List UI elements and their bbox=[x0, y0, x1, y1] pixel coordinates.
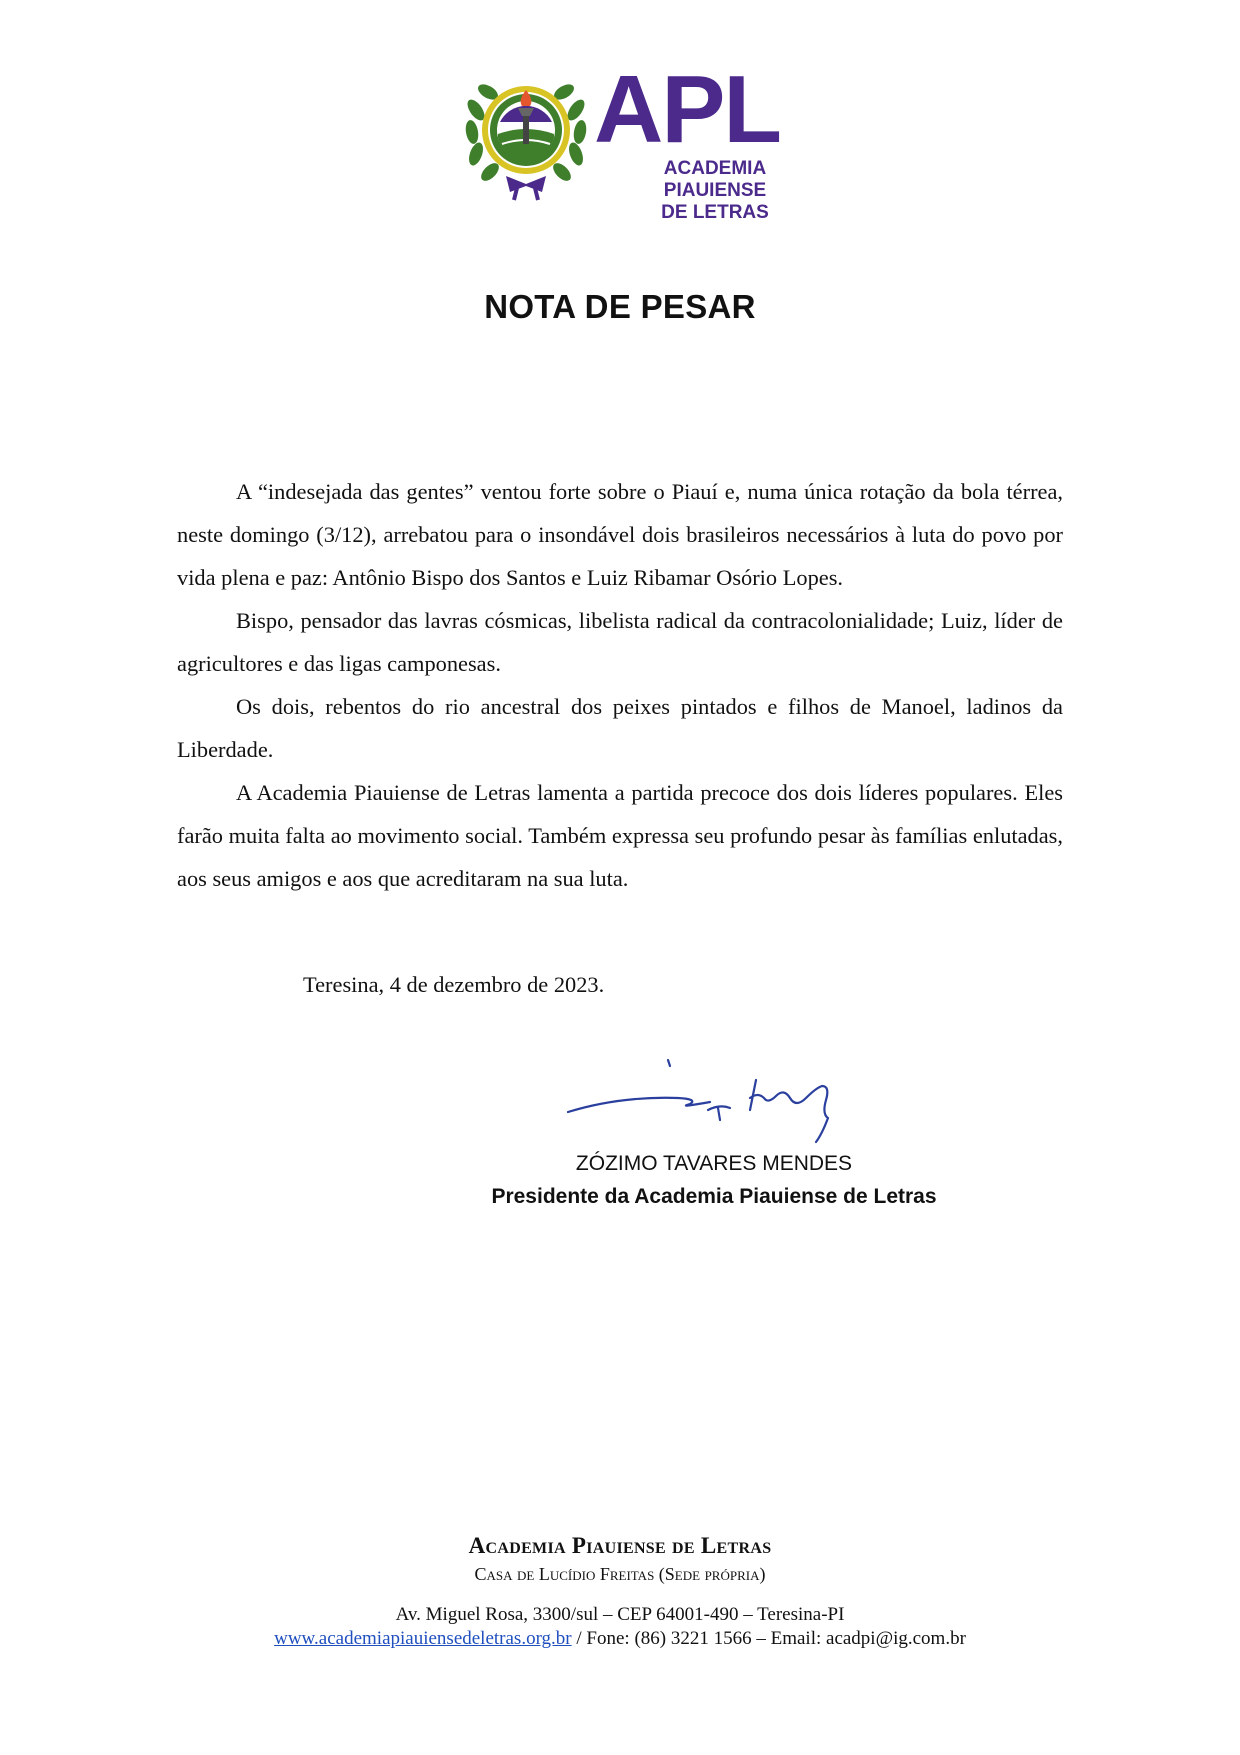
logo-org-name bbox=[630, 158, 800, 224]
handwritten-signature bbox=[560, 1058, 860, 1148]
letterhead-footer bbox=[0, 1531, 1240, 1651]
paragraph-4: A Academia Piauiense de Letras lamenta a partida precoce dos dois líderes populares. Eles farão muita falta ao movimento social. Também expressa seu profundo pesar às famílias enlutadas, aos seus amigos e aos que acreditaram na sua luta. bbox=[177, 780, 1063, 891]
footer-org-name: Academia Piauiense de Letras bbox=[468, 1533, 772, 1558]
logo-org-line-1: ACADEMIA PIAUIENSE bbox=[663, 158, 767, 201]
logo-org-line-2: DE LETRAS bbox=[661, 202, 769, 223]
signer-role: Presidente da Academia Piauiense de Letras bbox=[491, 1185, 937, 1208]
paragraph-2: Bispo, pensador das lavras cósmicas, libelista radical da contracolonialidade; Luiz, líder de agricultores e das ligas camponesas. bbox=[177, 608, 1063, 676]
paragraph-3: Os dois, rebentos do rio ancestral dos peixes pintados e filhos de Manoel, ladinos da Liberdade. bbox=[177, 694, 1063, 762]
apl-logo bbox=[462, 56, 792, 223]
footer-address: Av. Miguel Rosa, 3300/sul – CEP 64001-490 – Teresina-PI bbox=[395, 1604, 845, 1625]
website-link[interactable]: www.academiapiauiensedeletras.org.br bbox=[274, 1628, 572, 1649]
place-date: Teresina, 4 de dezembro de 2023. bbox=[303, 972, 605, 997]
academy-emblem bbox=[462, 72, 590, 202]
signer-name: ZÓZIMO TAVARES MENDES bbox=[575, 1152, 853, 1175]
paragraph-1: A “indesejada das gentes” ventou forte sobre o Piauí e, numa única rotação da bola térrea, neste domingo (3/12), arrebatou para o insondável dois brasileiros necessários à luta do povo por vida plena e paz: Antônio Bispo dos Santos e Luiz Ribamar Osório Lopes. bbox=[177, 479, 1063, 590]
footer-contact bbox=[0, 1627, 1240, 1651]
footer-house: Casa de Lucídio Freitas (Sede própria) bbox=[474, 1564, 766, 1584]
footer-phone-email: / Fone: (86) 3221 1566 – Email: acadpi@ig.com.br bbox=[571, 1628, 966, 1649]
document-title: NOTA DE PESAR bbox=[484, 288, 756, 325]
logo-acronym: APL bbox=[594, 56, 780, 163]
document-body bbox=[177, 470, 1063, 900]
